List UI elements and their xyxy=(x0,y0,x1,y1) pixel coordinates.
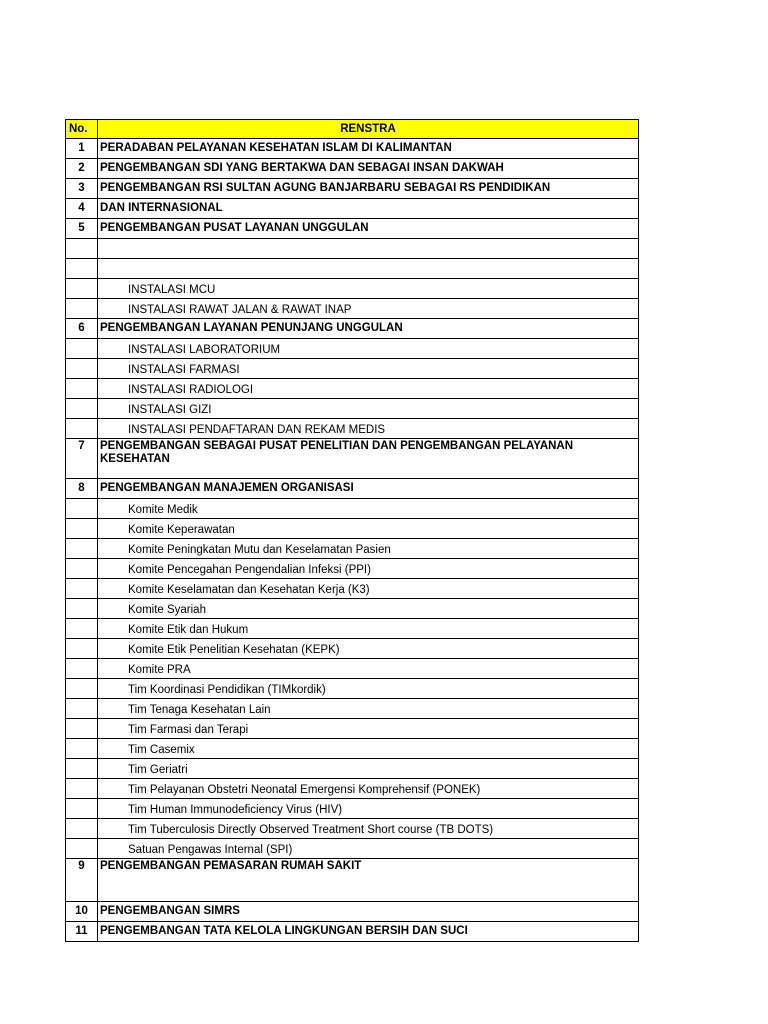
cell-no[interactable]: 2 xyxy=(66,159,98,179)
cell-no[interactable] xyxy=(66,779,98,799)
cell-no[interactable] xyxy=(66,359,98,379)
cell-sub-item[interactable]: Tim Tenaga Kesehatan Lain xyxy=(98,699,639,719)
cell-sub-item[interactable]: Tim Koordinasi Pendidikan (TIMkordik) xyxy=(98,679,639,699)
cell-program[interactable]: PENGEMBANGAN PEMASARAN RUMAH SAKIT xyxy=(98,859,639,902)
sub-item-row xyxy=(66,699,639,719)
program-row xyxy=(66,902,639,922)
cell-sub-item[interactable]: INSTALASI RADIOLOGI xyxy=(98,379,639,399)
cell-no[interactable] xyxy=(66,379,98,399)
cell-sub-item[interactable]: Komite Peningkatan Mutu dan Keselamatan Pasien xyxy=(98,539,639,559)
cell-no[interactable] xyxy=(66,759,98,779)
sub-item-row xyxy=(66,819,639,839)
cell-program[interactable]: PENGEMBANGAN SDI YANG BERTAKWA DAN SEBAGAI INSAN DAKWAH xyxy=(98,159,639,179)
sub-item-row xyxy=(66,599,639,619)
sub-item-row xyxy=(66,339,639,359)
sub-item-row xyxy=(66,619,639,639)
cell-program[interactable]: PENGEMBANGAN SIMRS xyxy=(98,902,639,922)
cell-sub-item[interactable]: Komite Etik Penelitian Kesehatan (KEPK) xyxy=(98,639,639,659)
cell-no[interactable] xyxy=(66,699,98,719)
sub-item-row xyxy=(66,519,639,539)
program-row xyxy=(66,159,639,179)
cell-sub-item[interactable]: Tim Farmasi dan Terapi xyxy=(98,719,639,739)
program-row xyxy=(66,319,639,339)
sub-item-row xyxy=(66,559,639,579)
cell-sub-item[interactable]: Tim Casemix xyxy=(98,739,639,759)
cell-sub-item[interactable]: Tim Geriatri xyxy=(98,759,639,779)
cell-no[interactable] xyxy=(66,499,98,519)
cell-no[interactable] xyxy=(66,519,98,539)
sub-item-row xyxy=(66,499,639,519)
cell-no[interactable] xyxy=(66,659,98,679)
cell-sub-item[interactable]: INSTALASI MCU xyxy=(98,279,639,299)
sub-item-row xyxy=(66,639,639,659)
cell-sub-item[interactable]: Komite Medik xyxy=(98,499,639,519)
program-row xyxy=(66,859,639,902)
sub-item-row xyxy=(66,779,639,799)
program-row xyxy=(66,179,639,199)
cell-sub-item[interactable]: INSTALASI PENDAFTARAN DAN REKAM MEDIS xyxy=(98,419,639,439)
cell-sub-item[interactable]: Komite Syariah xyxy=(98,599,639,619)
cell-program[interactable]: PENGEMBANGAN MANAJEMEN ORGANISASI xyxy=(98,479,639,499)
cell-no[interactable] xyxy=(66,419,98,439)
header-renstra[interactable]: RENSTRA xyxy=(98,120,639,139)
sub-item-row xyxy=(66,279,639,299)
cell-no[interactable] xyxy=(66,679,98,699)
cell-no[interactable] xyxy=(66,339,98,359)
cell-no[interactable] xyxy=(66,739,98,759)
cell-program[interactable]: PENGEMBANGAN PUSAT LAYANAN UNGGULAN xyxy=(98,219,639,239)
program-row xyxy=(66,479,639,499)
cell-no[interactable]: 11 xyxy=(66,922,98,942)
cell-no[interactable]: 3 xyxy=(66,179,98,199)
cell-no[interactable] xyxy=(66,299,98,319)
cell-program[interactable] xyxy=(98,239,639,259)
sub-item-row xyxy=(66,399,639,419)
cell-program[interactable]: PENGEMBANGAN LAYANAN PENUNJANG UNGGULAN xyxy=(98,319,639,339)
cell-no[interactable] xyxy=(66,539,98,559)
blank-row xyxy=(66,259,639,279)
sub-item-row xyxy=(66,579,639,599)
program-row xyxy=(66,199,639,219)
cell-no[interactable] xyxy=(66,839,98,859)
cell-no[interactable]: 8 xyxy=(66,479,98,499)
cell-no[interactable] xyxy=(66,579,98,599)
cell-sub-item[interactable]: INSTALASI GIZI xyxy=(98,399,639,419)
cell-sub-item[interactable]: Komite Keperawatan xyxy=(98,519,639,539)
cell-no[interactable] xyxy=(66,239,98,259)
sub-item-row xyxy=(66,659,639,679)
sub-item-row xyxy=(66,739,639,759)
sub-item-row xyxy=(66,379,639,399)
sub-item-row xyxy=(66,719,639,739)
cell-sub-item[interactable]: Tim Pelayanan Obstetri Neonatal Emergensi Komprehensif (PONEK) xyxy=(98,779,639,799)
cell-no[interactable]: 5 xyxy=(66,219,98,239)
cell-no[interactable] xyxy=(66,639,98,659)
blank-row xyxy=(66,239,639,259)
cell-sub-item[interactable]: Satuan Pengawas Internal (SPI) xyxy=(98,839,639,859)
program-row xyxy=(66,439,639,479)
cell-no[interactable] xyxy=(66,799,98,819)
cell-program[interactable]: PENGEMBANGAN TATA KELOLA LINGKUNGAN BERSIH DAN SUCI xyxy=(98,922,639,942)
cell-no[interactable]: 1 xyxy=(66,139,98,159)
program-row xyxy=(66,219,639,239)
cell-program[interactable]: PERADABAN PELAYANAN KESEHATAN ISLAM DI KALIMANTAN xyxy=(98,139,639,159)
cell-no[interactable] xyxy=(66,279,98,299)
sub-item-row xyxy=(66,359,639,379)
cell-no[interactable]: 10 xyxy=(66,902,98,922)
cell-no[interactable] xyxy=(66,619,98,639)
program-row xyxy=(66,922,639,942)
sub-item-row xyxy=(66,679,639,699)
cell-no[interactable]: 4 xyxy=(66,199,98,219)
cell-sub-item[interactable]: Komite Pencegahan Pengendalian Infeksi (PPI) xyxy=(98,559,639,579)
cell-no[interactable]: 6 xyxy=(66,319,98,339)
cell-sub-item[interactable]: Komite Etik dan Hukum xyxy=(98,619,639,639)
sub-item-row xyxy=(66,839,639,859)
cell-sub-item[interactable]: Tim Tuberculosis Directly Observed Treatment Short course (TB DOTS) xyxy=(98,819,639,839)
cell-no[interactable]: 9 xyxy=(66,859,98,902)
cell-sub-item[interactable]: Komite Keselamatan dan Kesehatan Kerja (K3) xyxy=(98,579,639,599)
cell-no[interactable] xyxy=(66,399,98,419)
renstra-table-body xyxy=(66,120,639,942)
cell-no[interactable]: 7 xyxy=(66,439,98,479)
renstra-table xyxy=(65,119,639,942)
cell-sub-item[interactable]: INSTALASI LABORATORIUM xyxy=(98,339,639,359)
cell-sub-item[interactable]: INSTALASI RAWAT JALAN & RAWAT INAP xyxy=(98,299,639,319)
cell-no[interactable] xyxy=(66,719,98,739)
sub-item-row xyxy=(66,299,639,319)
header-row xyxy=(66,120,639,139)
cell-sub-item[interactable]: Tim Human Immunodeficiency Virus (HIV) xyxy=(98,799,639,819)
sub-item-row xyxy=(66,419,639,439)
cell-program[interactable]: PENGEMBANGAN SEBAGAI PUSAT PENELITIAN DAN PENGEMBANGAN PELAYANAN KESEHATAN xyxy=(98,439,639,479)
cell-no[interactable] xyxy=(66,819,98,839)
program-row xyxy=(66,139,639,159)
cell-no[interactable] xyxy=(66,559,98,579)
cell-sub-item[interactable]: INSTALASI FARMASI xyxy=(98,359,639,379)
cell-program[interactable] xyxy=(98,259,639,279)
sub-item-row xyxy=(66,799,639,819)
sub-item-row xyxy=(66,759,639,779)
cell-program[interactable]: PENGEMBANGAN RSI SULTAN AGUNG BANJARBARU SEBAGAI RS PENDIDIKAN xyxy=(98,179,639,199)
cell-no[interactable] xyxy=(66,599,98,619)
header-no[interactable]: No. xyxy=(66,120,98,139)
cell-sub-item[interactable]: Komite PRA xyxy=(98,659,639,679)
cell-program[interactable]: DAN INTERNASIONAL xyxy=(98,199,639,219)
cell-no[interactable] xyxy=(66,259,98,279)
sub-item-row xyxy=(66,539,639,559)
